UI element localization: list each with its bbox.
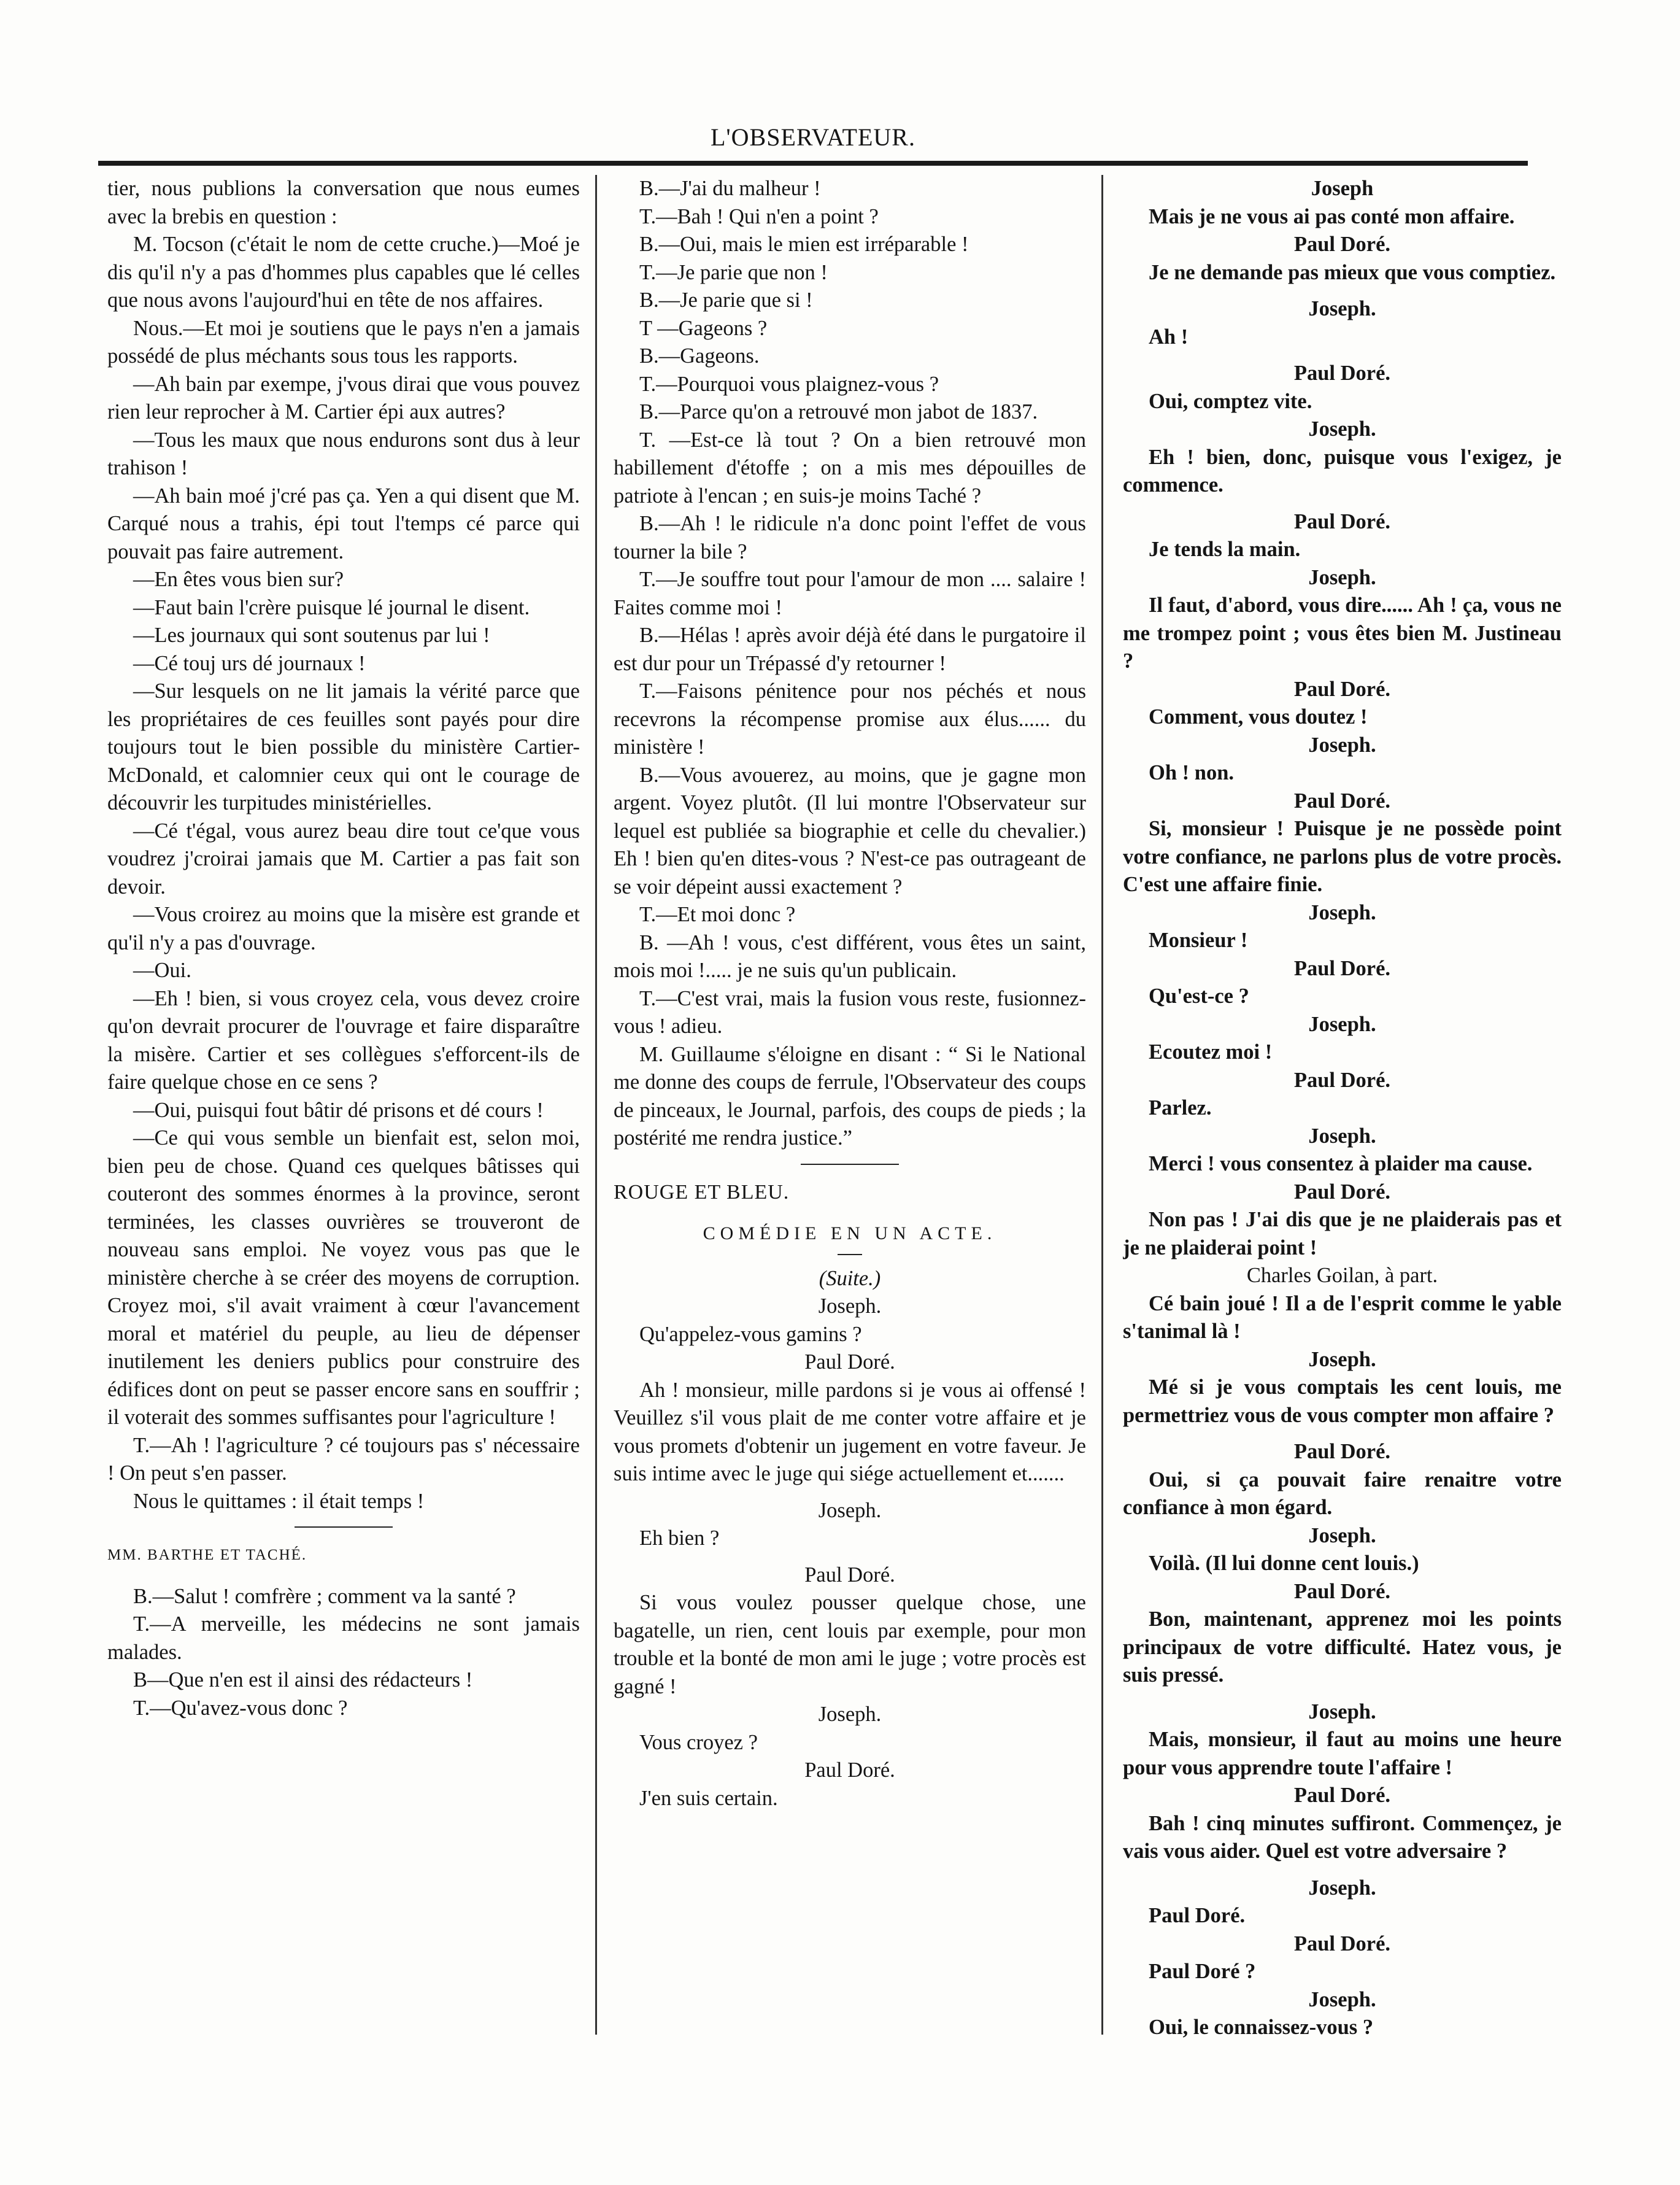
section-heading: ROUGE ET BLEU. bbox=[614, 1180, 790, 1204]
play-line: Eh bien ? bbox=[639, 1526, 720, 1550]
play-line: Mais, monsieur, il faut au moins une heure pour vous apprendre toute l'affaire ! bbox=[1123, 1728, 1562, 1779]
speaker-name: Paul Doré. bbox=[1293, 1068, 1391, 1092]
dialogue-line: B.—Gageons. bbox=[639, 344, 760, 368]
masthead: L'OBSERVATEUR. bbox=[711, 123, 915, 151]
play-line: Oui, si ça pouvait faire renaitre votre confiance à mon égard. bbox=[1123, 1468, 1562, 1519]
speaker-name: Paul Doré. bbox=[1293, 362, 1391, 385]
dialogue-line: T.—Bah ! Qui n'en a point ? bbox=[639, 204, 879, 228]
dialogue-line: T.—A merveille, les médecins ne sont jamais malades. bbox=[107, 1612, 580, 1664]
dialogue-line: B—Que n'en est il ainsi des rédacteurs ! bbox=[133, 1668, 473, 1692]
play-line: Monsieur ! bbox=[1149, 929, 1248, 952]
dialogue-line: B. —Ah ! vous, c'est différent, vous êtes un saint, mois moi !..... je ne suis qu'un publicain. bbox=[614, 930, 1086, 982]
dialogue-line: T.—Pourquoi vous plaignez-vous ? bbox=[639, 372, 939, 396]
speaker-name: Paul Doré. bbox=[804, 1563, 895, 1587]
short-rule bbox=[838, 1254, 862, 1255]
play-line: Non pas ! J'ai dis que je ne plaiderais pas et je ne plaiderai point ! bbox=[1123, 1208, 1562, 1259]
speaker-name: Paul Doré. bbox=[1293, 1784, 1391, 1807]
speaker-name: Joseph. bbox=[1308, 900, 1376, 924]
paragraph: —En êtes vous bien sur? bbox=[133, 568, 344, 591]
play-line: Si, monsieur ! Puisque je ne possède point votre confiance, ne parlons plus de votre procès. C'est une affaire finie. bbox=[1123, 817, 1562, 896]
dialogue-line: B.—Hélas ! après avoir déjà été dans le purgatoire il est dur pour un Trépassé d'y retourner ! bbox=[614, 624, 1086, 675]
dialogue-line: T —Gageons ? bbox=[639, 316, 768, 340]
play-line: Oui, comptez vite. bbox=[1149, 389, 1312, 413]
column-divider bbox=[1101, 175, 1103, 2035]
column-3 bbox=[1123, 175, 1562, 2078]
speaker-name: Joseph. bbox=[1308, 1876, 1376, 1900]
dialogue-line: B.—Vous avouerez, au moins, que je gagne mon argent. Voyez plutôt. (Il lui montre l'Observateur sur lequel est publiée sa biographie et celle du chevalier.) Eh ! bien qu'en dites-vous ? N'est-ce pas outrageant de se voir dépeint aussi exactement ? bbox=[614, 763, 1086, 899]
speaker-name: Paul Doré. bbox=[1293, 233, 1391, 256]
dialogue-line: T.—Et moi donc ? bbox=[639, 903, 796, 926]
paragraph: M. Tocson (c'était le nom de cette cruche.)—Moé je dis qu'il n'y a pas d'hommes plus capables que lé celles que nous avons l'aujourd'hui en tête de nos affaires. bbox=[107, 233, 580, 312]
speaker-name: Paul Doré. bbox=[804, 1758, 895, 1782]
play-line: Ah ! bbox=[1149, 325, 1189, 349]
dialogue-line: B.—Parce qu'on a retrouvé mon jabot de 1837. bbox=[639, 400, 1038, 423]
play-line: Oh ! non. bbox=[1149, 761, 1235, 784]
masthead-rule bbox=[98, 161, 1528, 166]
column-2 bbox=[614, 175, 1086, 2078]
section-rule bbox=[295, 1526, 393, 1528]
dialogue-line: B.—Ah ! le ridicule n'a donc point l'effet de vous tourner la bile ? bbox=[614, 512, 1086, 563]
play-line: Il faut, d'abord, vous dire...... Ah ! ça, vous ne me trompez point ; vous êtes bien M. Justineau ? bbox=[1123, 594, 1562, 673]
speaker-name: Joseph. bbox=[1308, 1523, 1376, 1547]
speaker-name: Paul Doré. bbox=[1293, 789, 1391, 813]
paragraph: —Ah bain par exempe, j'vous dirai que vous pouvez rien leur reprocher à M. Cartier épi aux autres? bbox=[107, 372, 580, 423]
speaker-name: Paul Doré. bbox=[1293, 956, 1391, 980]
play-line: Bah ! cinq minutes suffiront. Commençez, je vais vous aider. Quel est votre adversaire ? bbox=[1123, 1811, 1562, 1863]
paragraph: Nous le quittames : il était temps ! bbox=[133, 1489, 425, 1513]
dialogue-line: T.—C'est vrai, mais la fusion vous reste, fusionnez-vous ! adieu. bbox=[614, 986, 1086, 1038]
paragraph: —Oui, puisqui fout bâtir dé prisons et dé cours ! bbox=[133, 1098, 544, 1122]
play-line: Si vous voulez pousser quelque chose, une bagatelle, un rien, cent louis par exemple, pour mon trouble et la bonté de mon ami le juge ; votre procès est gagné ! bbox=[614, 1591, 1086, 1698]
play-line: Oui, le connaissez-vous ? bbox=[1149, 2016, 1374, 2039]
play-line: Je tends la main. bbox=[1149, 538, 1301, 561]
paragraph: —Vous croirez au moins que la misère est grande et qu'il n'y a pas d'ouvrage. bbox=[107, 903, 580, 954]
play-line: Merci ! vous consentez à plaider ma cause. bbox=[1149, 1152, 1533, 1175]
play-line: Mais je ne vous ai pas conté mon affaire. bbox=[1149, 204, 1515, 228]
paragraph: —Les journaux qui sont soutenus par lui ! bbox=[133, 624, 490, 647]
speaker-name: Joseph bbox=[1311, 177, 1374, 200]
paragraph: T.—Ah ! l'agriculture ? cé toujours pas s' nécessaire ! On peut s'en passer. bbox=[107, 1433, 580, 1485]
speaker-name: Paul Doré. bbox=[1293, 509, 1391, 533]
speaker-name: Joseph. bbox=[1308, 1700, 1376, 1723]
play-line: Parlez. bbox=[1149, 1096, 1212, 1120]
play-line: Bon, maintenant, apprenez moi les points principaux de votre difficulté. Hatez vous, je suis pressé. bbox=[1123, 1607, 1562, 1687]
speaker-name: Paul Doré. bbox=[1293, 677, 1391, 701]
play-line: Paul Doré ? bbox=[1149, 1960, 1256, 1983]
dialogue-line: B.—Salut ! comfrère ; comment va la santé ? bbox=[133, 1584, 516, 1608]
paragraph: Nous.—Et moi je soutiens que le pays n'en a jamais possédé de plus méchants sous tous les rapports. bbox=[107, 316, 580, 368]
play-line: Qu'est-ce ? bbox=[1149, 984, 1249, 1008]
speaker-name: Paul Doré. bbox=[1293, 1440, 1391, 1463]
play-line: Je ne demande pas mieux que vous comptiez. bbox=[1149, 260, 1556, 284]
section-rule bbox=[801, 1164, 899, 1165]
dialogue-line: T. —Est-ce là tout ? On a bien retrouvé mon habillement d'étoffe ; on a mis mes dépouilles de patriote à l'encan ; en suis-je moins Taché ? bbox=[614, 428, 1086, 508]
speaker-name: Joseph. bbox=[1308, 565, 1376, 589]
play-line: Voilà. (Il lui donne cent louis.) bbox=[1149, 1552, 1419, 1575]
dialogue-line: B.—Je parie que si ! bbox=[639, 288, 813, 312]
paragraph: —Cé t'égal, vous aurez beau dire tout ce'que vous voudrez j'croirai jamais que M. Cartier a pas fait son devoir. bbox=[107, 819, 580, 899]
suite-label: (Suite.) bbox=[819, 1266, 881, 1290]
speaker-name: Paul Doré. bbox=[1293, 1932, 1391, 1955]
paragraph: —Tous les maux que nous endurons sont dus à leur trahison ! bbox=[107, 428, 580, 479]
speaker-name: Joseph. bbox=[1308, 1012, 1376, 1036]
section-subheading: COMÉDIE EN UN ACTE. bbox=[703, 1223, 997, 1243]
column-divider bbox=[595, 175, 597, 2035]
dialogue-line: T.—Qu'avez-vous donc ? bbox=[133, 1696, 348, 1720]
play-line: Ah ! monsieur, mille pardons si je vous ai offensé ! Veuillez s'il vous plait de me conter votre affaire et je vous promets d'obtenir un jugement en votre faveur. Je suis intime avec le juge qui siége actuellement et....... bbox=[614, 1378, 1086, 1485]
dialogue-line: T.—Je souffre tout pour l'amour de mon .... salaire ! Faites comme moi ! bbox=[614, 568, 1086, 619]
play-line: Cé bain joué ! Il a de l'esprit comme le yable s'tanimal là ! bbox=[1123, 1291, 1562, 1343]
speaker-name: Charles Goilan, à part. bbox=[1246, 1264, 1438, 1287]
speaker-name: Paul Doré. bbox=[1293, 1579, 1391, 1603]
paragraph: —Sur lesquels on ne lit jamais la vérité parce que les propriétaires de ces feuilles sont payés pour dire toujours tout le bien possible du ministère Cartier-McDonald, et calomnier ceux qui ont le courage de découvrir les turpitudes ministérielles. bbox=[107, 679, 580, 814]
play-line: Mé si je vous comptais les cent louis, me permettriez vous de vous compter mon affaire ? bbox=[1123, 1375, 1562, 1427]
dialogue-line: T.—Faisons pénitence pour nos péchés et nous recevrons la récompense promise aux élus...... du ministère ! bbox=[614, 679, 1086, 759]
paragraph: —Ce qui vous semble un bienfait est, selon moi, bien peu de chose. Quand ces quelques bâtisses qui couteront des sommes énormes à la province, seront terminées, les classes ouvrières se trouveront de nouveau sans emploi. Ne voyez vous pas que le ministère cherche à se créer des moyens de corruption. Croyez moi, s'il avait vraiment à cœur l'avancement moral et matériel du peuple, au lieu de dépenser inutilement les deniers publics pour construire des édifices dont on peut se passer encore sans en souffrir ; il voterait des sommes suffisantes pour l'agriculture ! bbox=[107, 1126, 580, 1429]
paragraph: —Oui. bbox=[133, 959, 191, 982]
play-line: J'en suis certain. bbox=[639, 1786, 778, 1810]
paragraph: —Faut bain l'crère puisque lé journal le disent. bbox=[133, 595, 530, 619]
speaker-name: Joseph. bbox=[1308, 733, 1376, 757]
column-1 bbox=[107, 175, 580, 2078]
play-line: Eh ! bien, donc, puisque vous l'exigez, je commence. bbox=[1123, 445, 1562, 497]
speaker-name: Paul Doré. bbox=[804, 1350, 895, 1374]
speaker-name: Joseph. bbox=[1308, 1987, 1376, 2011]
play-line: Qu'appelez-vous gamins ? bbox=[639, 1322, 862, 1346]
speaker-name: Joseph. bbox=[818, 1703, 882, 1726]
dialogue-line: B.—J'ai du malheur ! bbox=[639, 177, 821, 200]
paragraph: —Ah bain moé j'cré pas ça. Yen a qui disent que M. Carqué nous a trahis, épi tout l'temps cé parce qui pouvait pas faire autrement. bbox=[107, 484, 580, 563]
speaker-name: Joseph. bbox=[1308, 297, 1376, 320]
speaker-name: Joseph. bbox=[1308, 417, 1376, 441]
speaker-name: Joseph. bbox=[818, 1498, 882, 1522]
speaker-name: Paul Doré. bbox=[1293, 1180, 1391, 1204]
play-line: Ecoutez moi ! bbox=[1149, 1040, 1273, 1064]
speaker-name: Joseph. bbox=[818, 1294, 882, 1318]
dialogue-line: B.—Oui, mais le mien est irréparable ! bbox=[639, 233, 969, 256]
speaker-name: Joseph. bbox=[1308, 1124, 1376, 1148]
play-line: Vous croyez ? bbox=[639, 1730, 758, 1754]
dialogue-line: T.—Je parie que non ! bbox=[639, 260, 828, 284]
play-line: Paul Doré. bbox=[1149, 1904, 1246, 1927]
paragraph: —Cé touj urs dé journaux ! bbox=[133, 651, 366, 675]
paragraph: tier, nous publions la conversation que nous eumes avec la brebis en question : bbox=[107, 177, 580, 228]
paragraph: M. Guillaume s'éloigne en disant : “ Si le National me donne des coups de ferrule, l'Observateur des coups de pinceaux, le Journal, parfois, des coups de pieds ; la postérité me rendra justice.” bbox=[614, 1042, 1086, 1150]
play-line: Comment, vous doutez ! bbox=[1149, 705, 1368, 729]
speaker-name: Joseph. bbox=[1308, 1347, 1376, 1371]
section-heading: MM. BARTHE ET TACHÉ. bbox=[107, 1547, 307, 1563]
paragraph: —Eh ! bien, si vous croyez cela, vous devez croire qu'on devrait procurer de l'ouvrage et faire disparaître la misère. Cartier et ses collègues s'efforcent-ils de faire quelque chose en ce sens ? bbox=[107, 986, 580, 1094]
